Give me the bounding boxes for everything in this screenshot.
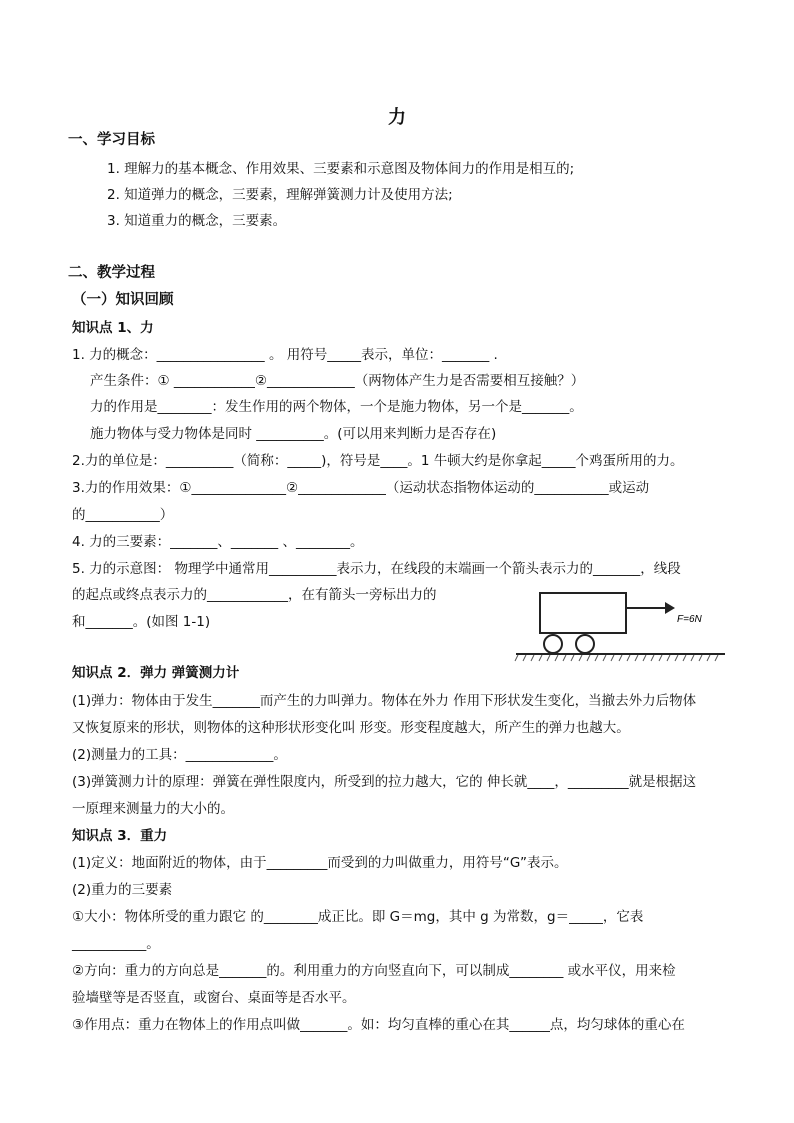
- kp2-line: (1)弹力：物体由于发生_______而产生的力叫弹力。物体在外力 作用下形状发生变化，当撤去外力后物体: [72, 693, 697, 709]
- kp1-line: 力的作用是________：发生作用的两个物体，一个是施力物体，另一个是_______。: [90, 399, 583, 415]
- kp3-line: ②方向：重力的方向总是_______的。利用重力的方向竖直向下，可以制成________ 或水平仪，用来检: [72, 963, 676, 979]
- subsection-heading-review: （一）知识回顾: [72, 292, 174, 308]
- kp2-heading: 知识点 2．弹力 弹簧测力计: [72, 665, 240, 681]
- kp1-line: 3.力的作用效果：①______________②_____________（运动状态指物体运动的___________或运动: [72, 480, 650, 496]
- goal-item: 2. 知道弹力的概念，三要素，理解弹簧测力计及使用方法;: [107, 187, 453, 203]
- kp3-line: 验墙壁等是否竖直，或窗台、桌面等是否水平。: [72, 990, 356, 1006]
- kp2-line: (2)测量力的工具：_____________。: [72, 747, 287, 763]
- kp1-line: 5. 力的示意图： 物理学中通常用__________表示力，在线段的末端画一个箭头表示力的_______，线段: [72, 561, 681, 577]
- section-heading-goals: 一、学习目标: [68, 132, 155, 148]
- goal-item: 1. 理解力的基本概念、作用效果、三要素和示意图及物体间力的作用是相互的;: [107, 161, 575, 177]
- kp3-line: (1)定义：地面附近的物体，由于_________而受到的力叫做重力，用符号“G”表示。: [72, 855, 568, 871]
- kp2-line: 又恢复原来的形状，则物体的这种形状形变化叫 形变。形变程度越大，所产生的弹力也越大。: [72, 720, 630, 736]
- kp1-heading: 知识点 1、力: [72, 320, 154, 336]
- page-title: 力: [388, 107, 406, 128]
- ground-hatching: [515, 655, 718, 661]
- kp1-line: 施力物体与受力物体是同时 __________。(可以用来判断力是否存在): [90, 426, 497, 442]
- kp2-line: (3)弹簧测力计的原理：弹簧在弹性限度内，所受到的拉力越大，它的 伸长就____，_________就是根据这: [72, 774, 697, 790]
- kp1-line: 4. 力的三要素：_______、_______ 、________。: [72, 534, 364, 550]
- kp1-line: 和_______。(如图 1-1): [72, 614, 211, 630]
- kp3-line: (2)重力的三要素: [72, 882, 173, 898]
- cart-body: [540, 593, 626, 633]
- kp1-line: 的___________）: [72, 507, 174, 523]
- force-arrow-head: [665, 602, 675, 614]
- kp3-line: ③作用点：重力在物体上的作用点叫做_______。如：均匀直棒的重心在其______点，均匀球体的重心在: [72, 1017, 685, 1033]
- cart-force-diagram: [513, 588, 728, 666]
- kp3-heading: 知识点 3．重力: [72, 828, 168, 844]
- kp1-line: 产生条件：① ____________②_____________（两物体产生力是否需要相互接触？）: [90, 373, 585, 389]
- section-heading-process: 二、教学过程: [68, 265, 155, 281]
- kp3-line: ___________。: [72, 936, 160, 952]
- cart-wheel: [576, 635, 594, 653]
- cart-wheel: [544, 635, 562, 653]
- kp1-line: 2.力的单位是：__________（简称：_____)，符号是____。1 牛顿大约是你拿起_____个鸡蛋所用的力。: [72, 453, 684, 469]
- goal-item: 3. 知道重力的概念，三要素。: [107, 213, 287, 229]
- kp1-line: 1. 力的概念：________________ 。 用符号_____表示，单位：_______ .: [72, 347, 498, 363]
- kp3-line: ①大小：物体所受的重力跟它 的________成正比。即 G＝mg，其中 g 为常数，g＝_____，它表: [72, 909, 644, 925]
- force-label: F=6N: [677, 614, 702, 625]
- kp2-line: 一原理来测量力的大小的。: [72, 801, 234, 817]
- kp1-line: 的起点或终点表示力的____________，在有箭头一旁标出力的: [72, 587, 437, 603]
